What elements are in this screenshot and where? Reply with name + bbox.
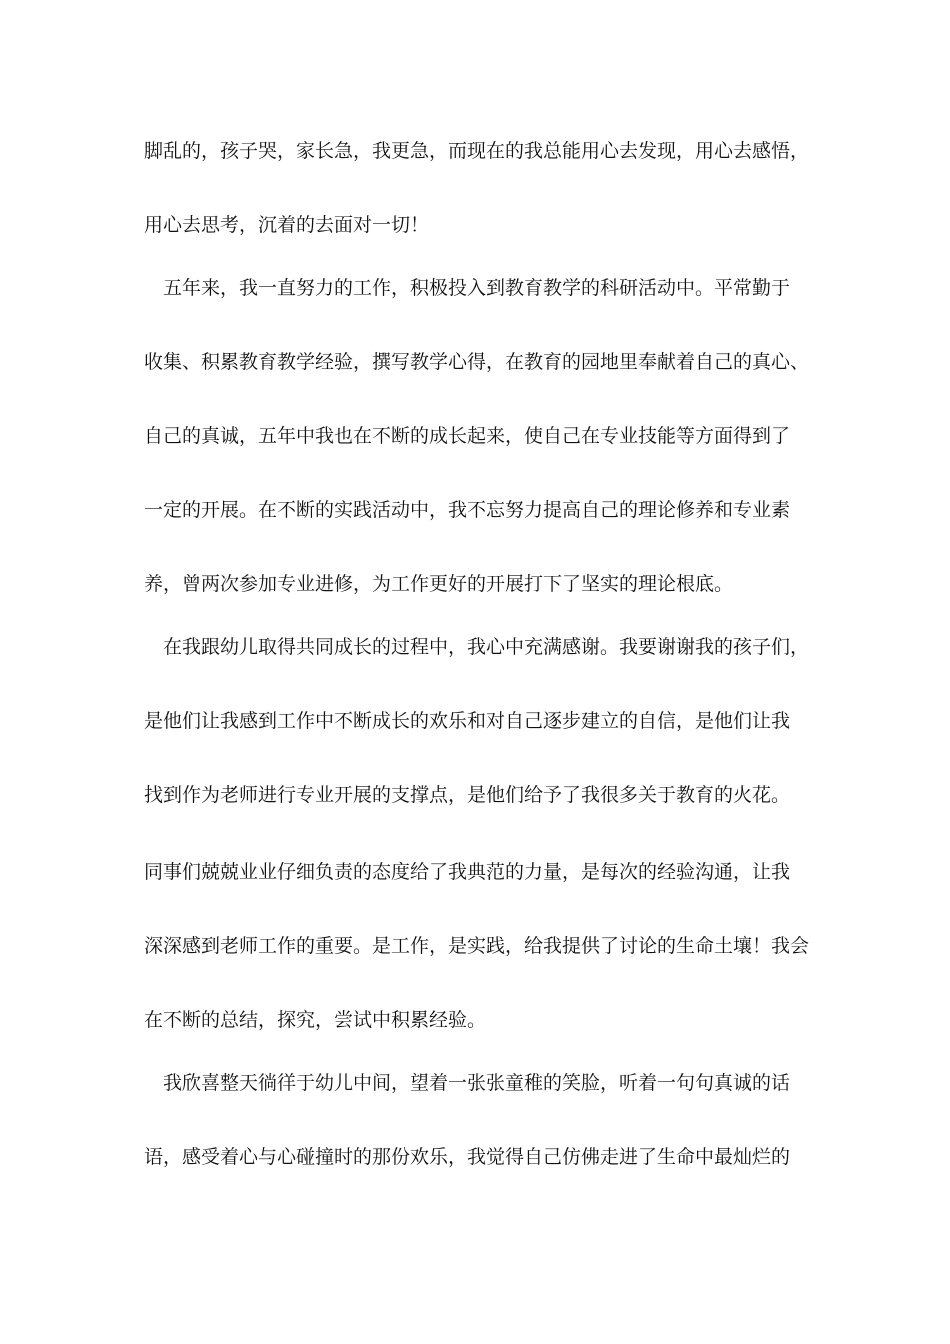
paragraph-start-line: 我欣喜整天徜徉于幼儿中间，望着一张张童稚的笑脸，听着一句句真诚的话 — [144, 1072, 791, 1094]
text-line: 脚乱的，孩子哭，家长急，我更急，而现在的我总能用心去发现，用心去感悟， — [144, 140, 810, 162]
text-line: 语，感受着心与心碰撞时的那份欢乐，我觉得自己仿佛走进了生命中最灿烂的 — [144, 1146, 791, 1168]
text-line: 深深感到老师工作的重要。是工作，是实践，给我提供了讨论的生命土壤！我会 — [144, 935, 810, 957]
text-line: 自己的真诚，五年中我也在不断的成长起来，使自己在专业技能等方面得到了 — [144, 425, 791, 447]
text-line: 养，曾两次参加专业进修，为工作更好的开展打下了坚实的理论根底。 — [144, 573, 734, 595]
text-line: 用心去思考，沉着的去面对一切！ — [144, 214, 430, 236]
text-line: 在不断的总结，探究，尝试中积累经验。 — [144, 1009, 487, 1031]
text-line: 一定的开展。在不断的实践活动中，我不忘努力提高自己的理论修养和专业素 — [144, 499, 791, 521]
paragraph-start-line: 在我跟幼儿取得共同成长的过程中，我心中充满感谢。我要谢谢我的孩子们， — [144, 636, 810, 658]
text-line: 找到作为老师进行专业开展的支撑点，是他们给予了我很多关于教育的火花。 — [144, 784, 791, 806]
text-line: 收集、积累教育教学经验，撰写教学心得，在教育的园地里奉献着自己的真心、 — [144, 351, 810, 373]
text-line: 同事们兢兢业业仔细负责的态度给了我典范的力量，是每次的经验沟通，让我 — [144, 861, 791, 883]
text-line: 是他们让我感到工作中不断成长的欢乐和对自己逐步建立的自信，是他们让我 — [144, 710, 791, 732]
paragraph-start-line: 五年来，我一直努力的工作，积极投入到教育教学的科研活动中。平常勤于 — [144, 277, 791, 299]
